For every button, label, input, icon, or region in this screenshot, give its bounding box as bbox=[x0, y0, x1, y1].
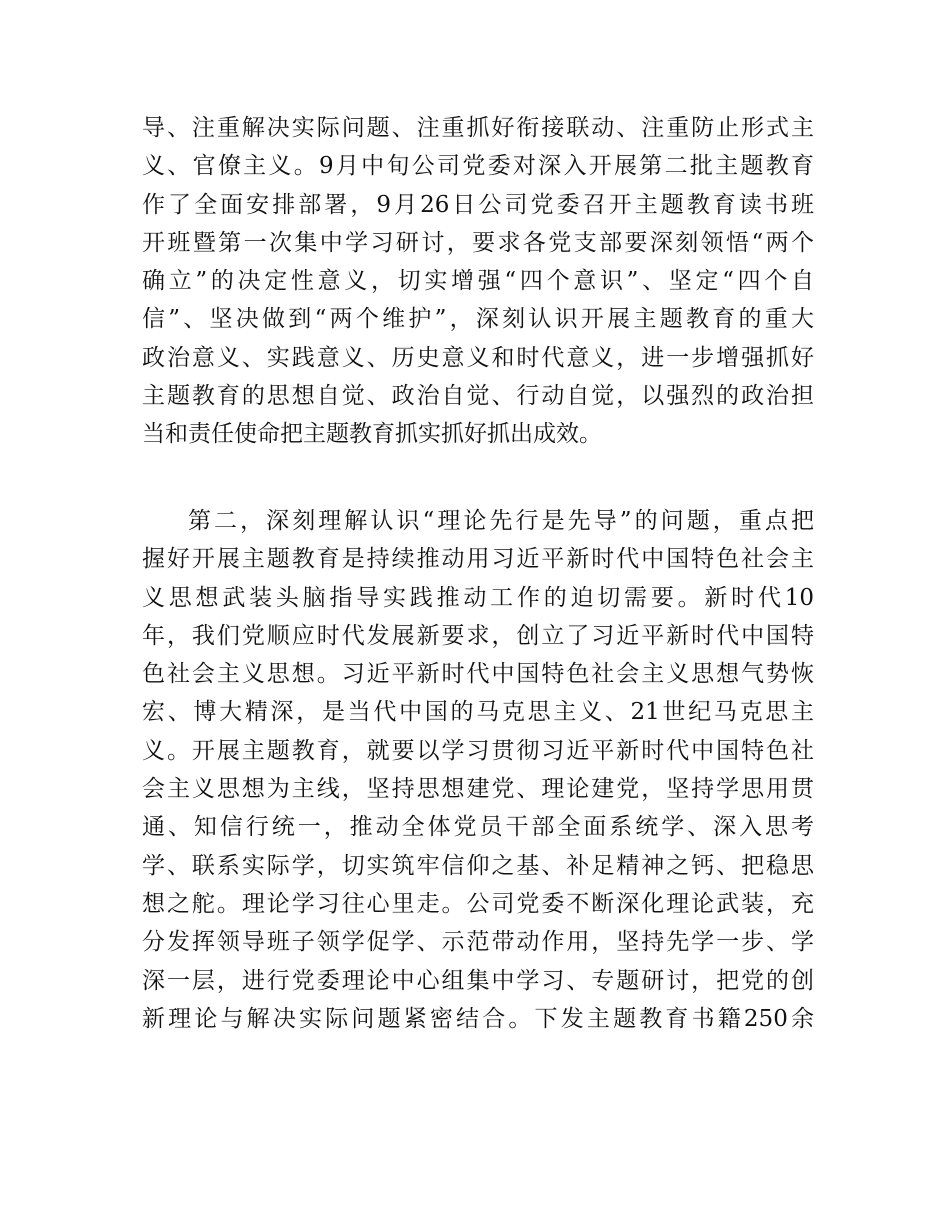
text-line: 义、官僚主义。9月中旬公司党委对深入开展第二批主题教育 bbox=[142, 153, 814, 180]
text-line: 当和责任使命把主题教育抓实抓好抓出成效。 bbox=[142, 421, 602, 448]
text-line: 深一层，进行党委理论中心组集中学习、专题研讨，把党的创 bbox=[142, 967, 814, 994]
text-line: 新理论与解决实际问题紧密结合。下发主题教育书籍250余 bbox=[142, 1005, 814, 1032]
text-line: 义思想武装头脑指导实践推动工作的迫切需要。新时代10 bbox=[142, 584, 814, 611]
text-line: 会主义思想为主线，坚持思想建党、理论建党，坚持学思用贯 bbox=[142, 776, 814, 803]
text-line: 想之舵。理论学习往心里走。公司党委不断深化理论武装，充 bbox=[142, 890, 814, 917]
paragraph-1 bbox=[142, 109, 814, 454]
text-line: 导、注重解决实际问题、注重抓好衔接联动、注重防止形式主 bbox=[142, 115, 814, 141]
text-line: 第二，深刻理解认识“理论先行是先导”的问题，重点把 bbox=[188, 508, 814, 534]
text-line: 主题教育的思想自觉、政治自觉、行动自觉，以强烈的政治担 bbox=[142, 383, 814, 410]
text-line: 分发挥领导班子领学促学、示范带动作用，坚持先学一步、学 bbox=[142, 929, 814, 956]
text-line: 开班暨第一次集中学习研讨，要求各党支部要深刻领悟“两个 bbox=[142, 229, 814, 256]
paragraph-2 bbox=[142, 502, 814, 1038]
text-line: 年，我们党顺应时代发展新要求，创立了习近平新时代中国特 bbox=[142, 622, 814, 649]
text-line: 色社会主义思想。习近平新时代中国特色社会主义思想气势恢 bbox=[142, 661, 814, 688]
text-line: 义。开展主题教育，就要以学习贯彻习近平新时代中国特色社 bbox=[142, 737, 814, 764]
text-line: 学、联系实际学，切实筑牢信仰之基、补足精神之钙、把稳思 bbox=[142, 852, 814, 879]
text-line: 宏、博大精深，是当代中国的马克思主义、21世纪马克思主 bbox=[142, 699, 814, 726]
text-line: 通、知信行统一，推动全体党员干部全面系统学、深入思考 bbox=[142, 814, 814, 841]
text-line: 信”、坚决做到“两个维护”，深刻认识开展主题教育的重大 bbox=[142, 306, 814, 333]
text-line: 作了全面安排部署，9月26日公司党委召开主题教育读书班 bbox=[142, 191, 814, 218]
text-line: 握好开展主题教育是持续推动用习近平新时代中国特色社会主 bbox=[142, 546, 814, 573]
text-line: 确立”的决定性意义，切实增强“四个意识”、坚定“四个自 bbox=[142, 268, 814, 295]
text-line: 政治意义、实践意义、历史意义和时代意义，进一步增强抓好 bbox=[142, 344, 814, 371]
